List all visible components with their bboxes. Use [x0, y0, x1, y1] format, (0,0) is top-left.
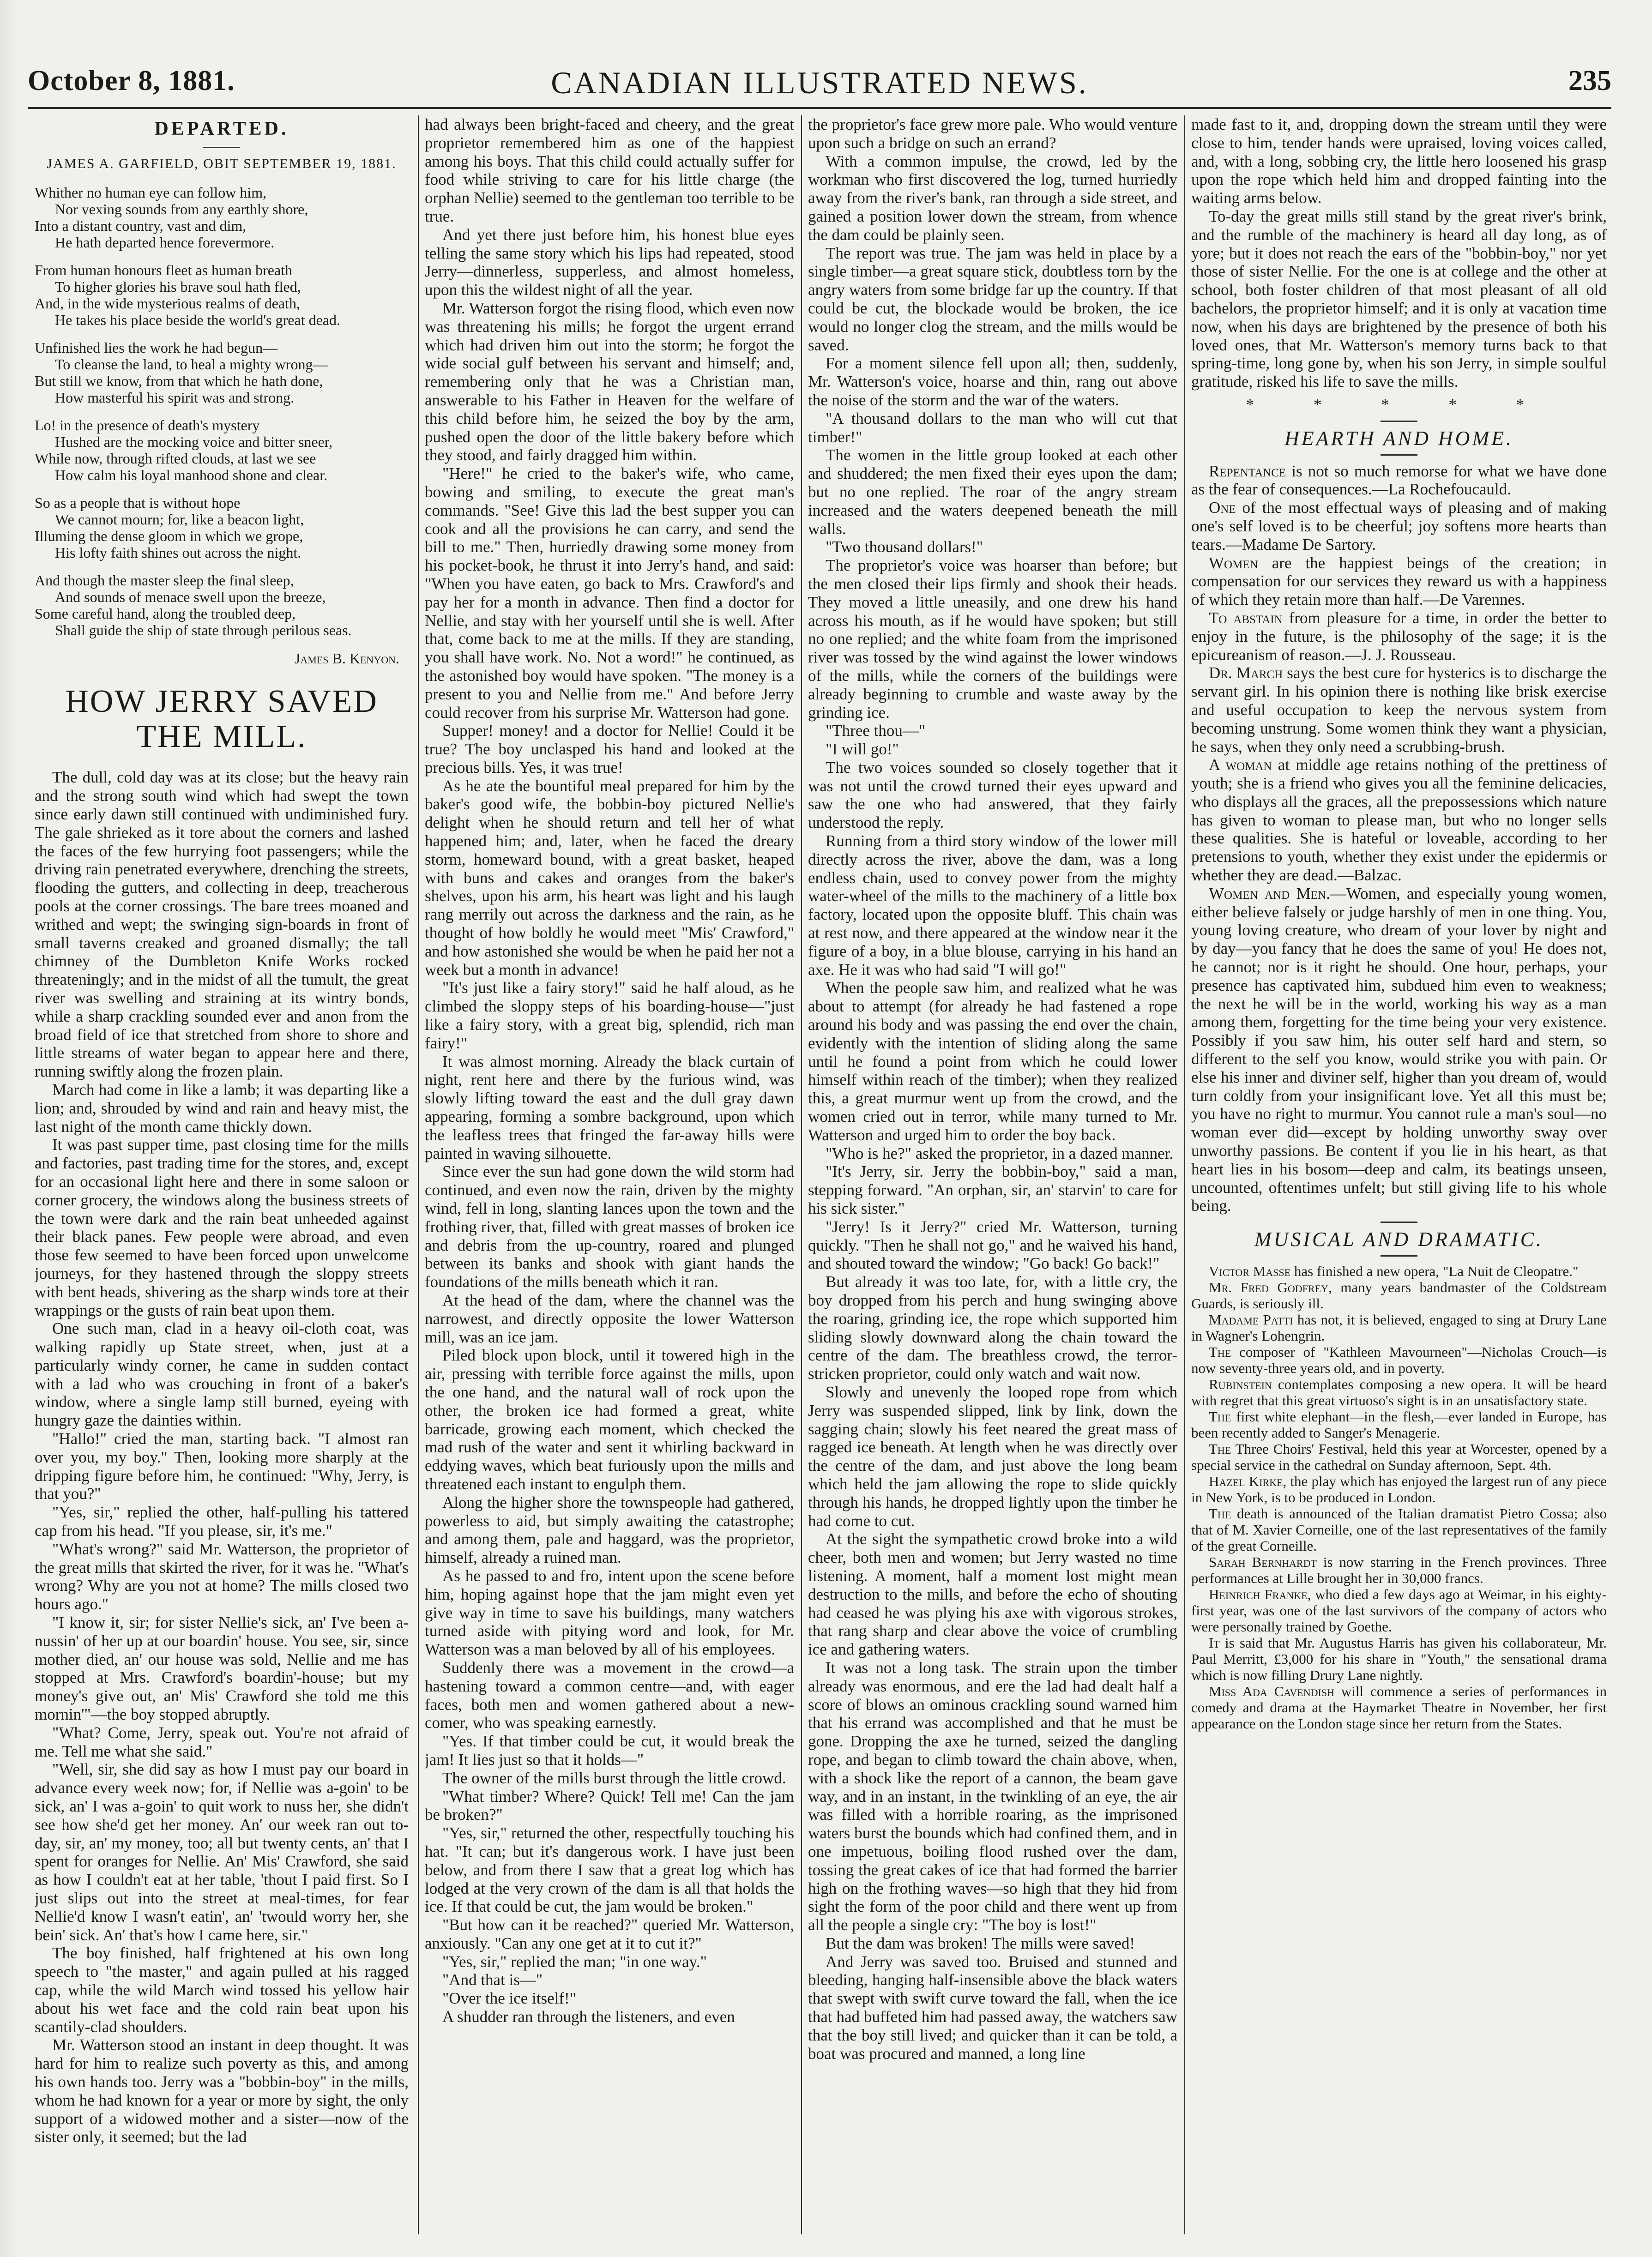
hearth-item: [1191, 462, 1607, 499]
story-paragraph: "Yes, sir," returned the other, respectfully touching his hat. "It can; but it's dangerous work. I have just been below, and from there I saw that a great log which has lodged at the very crown of the dam is all that holds the ice. If that could be cut, the jam would be broken.": [425, 1824, 794, 1916]
hearth-item: [1191, 499, 1607, 554]
story-paragraph: "Over the ice itself!": [442, 1989, 576, 2008]
story-paragraph: "A thousand dollars to the man who will cut that timber!": [808, 409, 1177, 446]
poem-line: His lofty faith shines out across the night.: [55, 544, 301, 561]
musical-item: [1191, 1586, 1607, 1635]
poem-line: To higher glories his brave soul hath fled,: [55, 278, 301, 295]
musical-item: [1191, 1279, 1607, 1312]
story-paragraph: The proprietor's voice was hoarser than before; but the men closed their lips firmly and shook their heads. They moved a little uneasily, and one drew his hand across his mouth, as if he would have spoken; but still no one replied; and the white foam from the imprisoned river was tossed by the wind against the lower windows of the mills, while the corners of the buildings were already beginning to crumble and waste away by the grinding ice.: [808, 556, 1177, 722]
story-paragraph: As he ate the bountiful meal prepared for him by the baker's good wife, the bobbin-boy pictured Nellie's delight when he should return and tell her of what happened him; and, later, when he faced the dreary storm, homeward bound, with a great basket, heaped with buns and cakes and oranges from the baker's shelves, upon his arm, his heart was light and his laugh rang merrily out across the darkness and the rain, as he thought of how boldly he would meet "Mis' Crawford," and how astonished she would be when he paid her not a week but a month in advance!: [425, 776, 794, 979]
hearth-item: [1191, 554, 1607, 609]
story-paragraph: made fast to it, and, dropping down the stream until they were close to him, tender hands were upraised, loving voices called, and, with a long, sobbing cry, the little hero loosened his grasp upon the rope which held him and dropped fainting into the waiting arms below.: [1191, 115, 1607, 207]
hearth-item-lead: Women: [1209, 554, 1258, 572]
musical-item: [1191, 1441, 1607, 1473]
poem-line: Hushed are the mocking voice and bitter sneer,: [55, 433, 333, 450]
musical-item: [1191, 1376, 1607, 1408]
story-paragraph: To-day the great mills still stand by the great river's brink, and the rumble of the machinery is heard all day long, as of yore; but it does not reach the ears of the "bobbin-boy," nor yet those of sister Nellie. For the one is at college and the other at school, both foster children of that most pleasant of all old bachelors, the proprietor himself; and it is only at vacation time now, when his days are brightened by the presence of both his loved ones, that Mr. Watterson's memory turns back to that spring-time, long gone by, when his son Jerry, in simple soulful gratitude, risked his life to save the mills.: [1191, 207, 1607, 391]
hearth-item-lead: Dr. March: [1209, 664, 1283, 682]
story-paragraph: Mr. Watterson stood an instant in deep thought. It was hard for him to realize such poverty as this, and among his own hands too. Jerry was a "bobbin-boy" in the mills, whom he had known for a year or more by sight, the only support of a widowed mother and a sister—now of the sister only, it seemed; but the lad: [35, 2036, 409, 2146]
column-divider: [418, 115, 419, 2234]
story-paragraph: "Three thou—": [826, 722, 926, 740]
column-4: [1191, 115, 1607, 2239]
story-paragraph: "Here!" he cried to the baker's wife, who came, bowing and smiling, to execute the great man's commands. "See! Give this lad the best supper you can cook and all the provisions he can carry, and send the bill to me." Then, hurriedly drawing some money from his pocket-book, he thrust it into Jerry's hand, and said: "When you have eaten, go back to Mrs. Crawford's and pay her for a month in advance. Then find a doctor for Nellie, and stay with her yourself until she is well. After that, come back to me at the mills. If they are standing, you shall have work. No. Not a word!" he continued, as the astonished boy would have spoken. "The money is a present to you and Nellie from me." And before Jerry could recover from his surprise Mr. Watterson had gone.: [425, 464, 794, 722]
musical-item-text: first white elephant—in the flesh,—ever landed in Europe, has been recently added to Sanger's Menagerie.: [1191, 1408, 1607, 1441]
issue-date: October 8, 1881.: [28, 65, 235, 96]
musical-item-lead: The: [1209, 1441, 1231, 1457]
poem-line: Illuming the dense gloom in which we grope,: [35, 527, 303, 544]
poem-line: But still we know, from that which he hath done,: [35, 372, 323, 389]
musical-item-text: is now starring in the French provinces. Three performances at Lille brought her in 30,000 francs.: [1191, 1554, 1607, 1587]
story-paragraph: One such man, clad in a heavy oil-cloth coat, was walking rapidly up State street, when, just at a particularly windy corner, he came in sudden contact with a lad who was crouching in front of a baker's window, where a single lamp still burned, eyeing with hungry gaze the dainties within.: [35, 1319, 409, 1430]
story-paragraph: "I know it, sir; for sister Nellie's sick, an' I've been a-nussin' of her up at our boardin' house. You see, sir, since mother died, an' our house was sold, Nellie and me has stopped at Mrs. Crawford's boardin'-house; but my money's give out, an' Mis' Crawford she told me this mornin'"—the boy stopped abruptly.: [35, 1613, 409, 1724]
story-paragraph: The boy finished, half frightened at his own long speech to "the master," and again pulled at his ragged cap, while the wild March wind tossed his yellow hair about his wet face and the cold rain beat upon his scantily-clad shoulders.: [35, 1944, 409, 2036]
short-rule: [1381, 1255, 1417, 1257]
page-edge-shadow: [0, 0, 18, 2257]
story-paragraph: The report was true. The jam was held in place by a single timber—a great square stick, doubtless torn by the angry waters from some bridge far up the country. If that could be cut, the blockade would be broken, the ice would no longer clog the stream, and the mills would be saved.: [808, 244, 1177, 354]
poem-signature: James B. Kenyon.: [294, 650, 399, 667]
musical-item-lead: It: [1209, 1635, 1220, 1651]
story-paragraph: "It's Jerry, sir. Jerry the bobbin-boy," said a man, stepping forward. "An orphan, sir, an' starvin' to care for his sick sister.": [808, 1162, 1177, 1218]
poem-line: From human honours fleet as human breath: [35, 261, 293, 278]
story-paragraph: But already it was too late, for, with a little cry, the boy dropped from his perch and hung swinging above the roaring, grinding ice, the rope which supported him sliding slowly downward along the chain toward the centre of the dam. The breathless crowd, the terror-stricken proprietor, could only watch and wait now.: [808, 1273, 1177, 1383]
story-paragraph: "Who is he?" asked the proprietor, in a dazed manner.: [826, 1144, 1174, 1162]
story-column-4: [1191, 115, 1607, 391]
story-paragraph: At the head of the dam, where the channel was the narrowest, and directly opposite the lower Watterson mill, was an ice jam.: [425, 1291, 794, 1346]
musical-item-text: will commence a series of performances in comedy and drama at the Haymarket Theatre in November, her first appearance on the London stage since her return from the States.: [1191, 1683, 1607, 1732]
poem-stanza: [35, 494, 409, 561]
story-paragraph: "What's wrong?" said Mr. Watterson, the proprietor of the great mills that skirted the river, for it was he. "What's wrong? Why are you not at home? The mills closed two hours ago.": [35, 1540, 409, 1613]
story-paragraph: "Jerry! Is it Jerry?" cried Mr. Watterson, turning quickly. "Then he shall not go," and he waived his hand, and shouted toward the window; "Go back! Go back!": [808, 1217, 1177, 1273]
musical-item-lead: Rubinstein: [1209, 1376, 1272, 1393]
story-column-2: [425, 115, 794, 2026]
musical-item: [1191, 1408, 1607, 1441]
musical-item: [1191, 1683, 1607, 1732]
musical-item-text: composer of "Kathleen Mavourneen"—Nicholas Crouch—is now seventy-three years old, and in poverty.: [1191, 1344, 1607, 1377]
story-paragraph: "But how can it be reached?" queried Mr. Watterson, anxiously. "Can any one get at it to cut it?": [425, 1916, 794, 1952]
musical-item-lead: Miss Ada Cavendish: [1209, 1683, 1334, 1700]
hearth-item: [1191, 664, 1607, 756]
short-rule: [203, 147, 240, 148]
musical-item-text: has finished a new opera, "La Nuit de Cleopatre.": [1290, 1263, 1579, 1280]
story-paragraph: "What? Come, Jerry, speak out. You're not afraid of me. Tell me what she said.": [35, 1723, 409, 1760]
story-title: HOW JERRY SAVED THE MILL.: [65, 684, 378, 755]
musical-item: [1191, 1312, 1607, 1344]
column-1: [35, 115, 409, 2239]
story-paragraph: "Yes. If that timber could be cut, it would break the jam! It lies just so that it holds—": [425, 1732, 794, 1769]
story-paragraph: March had come in like a lamb; it was departing like a lion; and, shrouded by wind and rain and heavy mist, the last night of the month came thickly down.: [35, 1080, 409, 1136]
story-paragraph: "Yes, sir," replied the man; "in one way.": [442, 1952, 707, 1971]
hearth-item-lead: To abstain: [1209, 608, 1283, 627]
musical-item-text: is said that Mr. Augustus Harris has given his collaborateur, Mr. Paul Merritt, £3,000 for his share in "Youth," the sensational drama which is now filling Drury Lane nightly.: [1191, 1635, 1607, 1684]
musical-item-lead: The: [1209, 1505, 1231, 1522]
musical-item-text: , the play which has enjoyed the largest run of any piece in New York, is to be produced in London.: [1191, 1473, 1607, 1506]
poem-line: And though the master sleep the final sleep,: [35, 572, 294, 589]
short-rule: [1381, 421, 1417, 422]
hearth-item-text: says the best cure for hysterics is to discharge the servant girl. In his opinion there is nothing like brisk exercise and useful occupation to keep the nervous system from becoming unstrung. Some women think they want a physician, he says, when they only need a scrubbing-brush.: [1191, 664, 1607, 756]
poem-line: Into a distant country, vast and dim,: [35, 217, 247, 234]
hearth-item: [1191, 609, 1607, 664]
musical-item-text: Three Choirs' Festival, held this year at Worcester, opened by a special service in the cathedral on Sunday afternoon, Sept. 4th.: [1191, 1441, 1607, 1474]
short-rule: [1381, 454, 1417, 456]
poem-stanza: [35, 339, 409, 406]
story-paragraph: And yet there just before him, his honest blue eyes telling the same story which his lips had repeated, stood Jerry—dinnerless, supperless, and almost homeless, upon this the wildest night of all the year.: [425, 225, 794, 299]
story-paragraph: "And that is—": [442, 1971, 543, 1989]
hearth-item-text: at middle age retains nothing of the prettiness of youth; she is a friend who gives you all the feminine delicacies, who displays all the graces, all the prepossessions which nature has given to woman to please man, but who no longer sells these qualities. She is hateful or loveable, according to her pretensions to youth, whether they exist under the epidermis or whether they are dead.—Balzac.: [1191, 756, 1607, 885]
poem-line: To cleanse the land, to heal a mighty wrong—: [55, 355, 328, 373]
poem-line: Shall guide the ship of state through perilous seas.: [55, 621, 352, 638]
poem-line: And, in the wide mysterious realms of death,: [35, 295, 300, 312]
poem-line: And sounds of menace swell upon the breeze,: [55, 588, 326, 605]
musical-item: [1191, 1635, 1607, 1683]
musical-item-text: death is announced of the Italian dramatist Pietro Cossa; also that of M. Xavier Corneille, one of the last representatives of the family of the great Corneille.: [1191, 1505, 1607, 1554]
story-paragraph: Since ever the sun had gone down the wild storm had continued, and even now the rain, driven by the mighty wind, fell in long, slanting lances upon the town and the frothing river, that, filled with great masses of broken ice and debris from the up-country, roared and plunged between its banks and shook with giant hands the foundations of the mills beneath which it ran.: [425, 1162, 794, 1291]
musical-item-lead: Victor Masse: [1209, 1263, 1291, 1280]
story-paragraph: The two voices sounded so closely together that it was not until the crowd turned their eyes upward and saw the one who had answered, that they fairly understood the reply.: [808, 758, 1177, 832]
poem-line: So as a people that is without hope: [35, 494, 241, 511]
hearth-item-text: of the most effectual ways of pleasing and of making one's self loved is to be cheerful; joy softens more hearts than tears.—Madame De Sartory.: [1191, 499, 1607, 554]
musical-item-lead: Sarah Bernhardt: [1209, 1554, 1317, 1571]
hearth-item: [1191, 885, 1607, 1215]
story-column-1: [35, 768, 409, 2146]
story-paragraph: "Yes, sir," replied the other, half-pulling his tattered cap from his head. "If you please, sir, it's me.": [35, 1503, 409, 1540]
poem-line: Lo! in the presence of death's mystery: [35, 416, 260, 433]
musical-item-text: , who died a few days ago at Weimar, in his eighty-first year, was one of the last survivors of the company of actors who were personally trained by Goethe.: [1191, 1586, 1607, 1635]
story-paragraph: Along the higher shore the townspeople had gathered, powerless to aid, but simply awaiting the catastrophe; and among them, pale and haggard, was the proprietor, himself, already a ruined man.: [425, 1493, 794, 1567]
story-paragraph: Supper! money! and a doctor for Nellie! Could it be true? The boy unclasped his hand and looked at the precious bills. Yes, it was true!: [425, 722, 794, 776]
story-paragraph: "Two thousand dollars!": [826, 538, 983, 556]
musical-item-text: contemplates composing a new opera. It will be heard with regret that this great virtuoso's sight is in an unsatisfactory state.: [1191, 1376, 1607, 1409]
hearth-item: [1191, 756, 1607, 885]
story-paragraph: Slowly and unevenly the looped rope from which Jerry was suspended slipped, link by link, down the sagging chain; slowly his feet neared the great mass of ragged ice beneath. At length when he was directly over the centre of the dam, and just above the long beam which held the jam allowing the rope to slide quickly through his hands, he dropped lightly upon the timber he had come to cut.: [808, 1383, 1177, 1530]
musical-item-lead: The: [1209, 1344, 1231, 1360]
section-stars: * * * * *: [1246, 395, 1552, 414]
masthead-rule: [28, 107, 1611, 109]
poem-stanza: [35, 572, 409, 638]
page-number: 235: [1568, 65, 1611, 96]
poem-line: While now, through rifted clouds, at last we see: [35, 450, 316, 467]
story-paragraph: It was almost morning. Already the black curtain of night, rent here and there by the furious wind, was slowly lifting toward the east and the dull gray dawn appearing, forming a sombre background, upon which the leafless trees that fringed the far-away hills were painted in waving silhouette.: [425, 1052, 794, 1162]
hearth-item-lead: One: [1209, 499, 1236, 517]
musical-item-text: , many years bandmaster of the Coldstream Guards, is seriously ill.: [1191, 1279, 1607, 1312]
story-paragraph: Suddenly there was a movement in the crowd—a hastening toward a common centre—and, with eager faces, both men and women gathered about a new-comer, who was speaking earnestly.: [425, 1658, 794, 1732]
story-paragraph: "What timber? Where? Quick! Tell me! Can the jam be broken?": [425, 1787, 794, 1824]
story-paragraph: The women in the little group looked at each other and shuddered; the men fixed their eyes upon the dam; but no one replied. The roar of the angry stream increased and the waters deepened beneath the mill walls.: [808, 446, 1177, 538]
hearth-item-text: are the happiest beings of the creation; in compensation for our services they reward us with a happiness of which they retain more than half.—De Varennes.: [1191, 554, 1607, 609]
column-divider: [801, 115, 802, 2234]
column-3: [808, 115, 1177, 2239]
story-paragraph: As he passed to and fro, intent upon the scene before him, hoping against hope that the jam might even yet give way in time to save his buildings, many watchers turned aside with pitying word and look, for Mr. Watterson was a man beloved by all of his employees.: [425, 1566, 794, 1659]
hearth-item-text: —Women, and especially young women, either believe falsely or judge harshly of men in one thing. You, young loving creature, who dream of your lover by night and by day—you fancy that he does the same of you! He does not, he cannot; nor is it right he should. One hour, perhaps, your presence has captivated him, subdued him even to weakness; the next he will be in the world, working his way as a man among them, forgetting for the time being your very existence. Possibly if you saw him, his outer self hard and stern, so different to the self you know, would strike you with pain. Or else his inner and diviner self, higher than you dream of, would turn coldly from your insignificant love. Yet all this must be; you have no right to murmur. You cannot rule a man's soul—no woman ever did—except by holding unworthy sway over unworthy passions. Be content if you lie in his heart, as that heart lies in his bosom—deep and calm, its beatings unseen, uncounted, oftentimes unfelt; but still giving life to his whole being.: [1191, 884, 1607, 1215]
story-paragraph: had always been bright-faced and cheery, and the great proprietor remembered him as one of the happiest among his boys. That this child could actually suffer for food while striving to care for his little charge (the orphan Nellie) seemed to the gentleman too terrible to be true.: [425, 115, 794, 225]
story-paragraph: "It's just like a fairy story!" said he half aloud, as he climbed the sloppy steps of his boarding-house—"just like a fairy story, with a great big, splendid, rich man fairy!": [425, 979, 794, 1052]
musical-item: [1191, 1263, 1607, 1279]
story-paragraph: A shudder ran through the listeners, and even: [442, 2008, 735, 2026]
poem-line: Some careful hand, along the troubled deep,: [35, 605, 296, 622]
hearth-item-lead: A woman: [1209, 756, 1272, 774]
poem-stanza: [35, 184, 409, 251]
hearth-heading: HEARTH AND HOME.: [1284, 427, 1513, 450]
musical-item-lead: Hazel Kirke: [1209, 1473, 1283, 1490]
story-column-3: [808, 115, 1177, 2063]
hearth-item-text: is not so much remorse for what we have done as the fear of consequences.—La Rochefoucauld.: [1191, 462, 1607, 499]
hearth-item-lead: Women and Men.: [1209, 884, 1330, 903]
story-paragraph: But the dam was broken! The mills were saved!: [826, 1934, 1135, 1952]
hearth-items: [1191, 462, 1607, 1216]
column-divider: [1184, 115, 1185, 2234]
poem-line: He hath departed hence forevermore.: [55, 234, 275, 251]
poem-line: Whither no human eye can follow him,: [35, 184, 267, 201]
masthead: [28, 55, 1611, 106]
story-paragraph: With a common impulse, the crowd, led by the workman who first discovered the log, turned hurriedly away from the river's bank, ran through a side street, and gained a position lower down the stream, from whence the dam could be plainly seen.: [808, 152, 1177, 244]
poem-line: How masterful his spirit was and strong.: [55, 389, 295, 406]
poem-stanza: [35, 417, 409, 483]
musical-item-lead: Madame Patti: [1209, 1312, 1293, 1328]
musical-item-lead: The: [1209, 1408, 1231, 1425]
story-paragraph: For a moment silence fell upon all; then, suddenly, Mr. Watterson's voice, hoarse and thin, rang out above the noise of the storm and the war of the waters.: [808, 354, 1177, 409]
musical-item: [1191, 1473, 1607, 1505]
story-paragraph: The dull, cold day was at its close; but the heavy rain and the strong south wind which had swept the town since early dawn still continued with undiminished fury. The gale shrieked as it tore about the corners and lashed the faces of the few hurrying foot passengers; while the driving rain penetrated everywhere, drenching the streets, flooding the gutters, and collecting in deep, treacherous pools at the corner crossings. The bare trees moaned and writhed and wept; the swinging sign-boards in front of small taverns creaked and groaned dismally; the tall chimney of the Dumbleton Knife Works rocked threateningly; and in the midst of all the tumult, the great river was swelling and straining at its wintry bonds, while a sharp crackling sounded ever and anon from the broad field of ice that stretched from shore to shore and little streams of water began to appear here and there, running swiftly along the frozen plain.: [35, 768, 409, 1081]
story-paragraph: "I will go!": [826, 740, 899, 758]
story-paragraph: It was past supper time, past closing time for the mills and factories, past trading time for the stores, and, except for an occasional light here and there in some saloon or corner grocery, the windows along the business streets of the town were dark and the rain beat unheeded against their black panes. Few people were abroad, and even those few seemed to have been forced upon unwelcome journeys, for they hastened through the sloppy streets with bent heads, shivering as the sharp winds tore at their wrappings or the gusts of rain beat upon them.: [35, 1136, 409, 1319]
short-rule: [1381, 1222, 1417, 1223]
musical-item-lead: Mr. Fred Godfrey: [1209, 1279, 1328, 1296]
musical-item-text: has not, it is believed, engaged to sing at Drury Lane in Wagner's Lohengrin.: [1191, 1312, 1607, 1344]
musical-item-lead: Heinrich Franke: [1209, 1586, 1308, 1603]
musical-item: [1191, 1554, 1607, 1586]
story-paragraph: It was not a long task. The strain upon the timber already was enormous, and ere the lad had dealt half a score of blows an ominous crackling sound warned him that his errand was accomplished and that he must be gone. Dropping the axe he turned, seized the dangling rope, and began to climb toward the chain above, when, with a shock like the report of a cannon, the beam gave way, and in an instant, in the twinkling of an eye, the air was filled with a horrible roaring, as the imprisoned waters burst the bounds which had confined them, and in one impetuous, boiling flood rushed over the dam, tossing the great cakes of ice that had formed the barrier high on the frothing waves—so high that they hid from sight the form of the poor child and there went up from all the people a single cry: "The boy is lost!": [808, 1658, 1177, 1934]
musical-heading: MUSICAL AND DRAMATIC.: [1254, 1228, 1544, 1251]
hearth-item-lead: Repentance: [1209, 462, 1286, 480]
story-paragraph: Piled block upon block, until it towered high in the air, pressing with terrible force against the mills, upon the one hand, and the natural wall of rock upon the other, the broken ice had formed a great, white barricade, growing each moment, which checked the mad rush of the water and sent it whirling backward in eddying waves, which beat furiously upon the mills and threatened each instant to engulph them.: [425, 1346, 794, 1493]
poem-line: How calm his loyal manhood shone and clear.: [55, 466, 328, 483]
story-paragraph: "Well, sir, she did say as how I must pay our board in advance every week now; for, if Nellie was a-goin' to be sick, an' I was a-goin' to quit work to nuss her, she didn't see how she'd get her money. An' our week ran out to-day, sir, an' my money, too; all but twenty cents, an' that I spent for oranges for Nellie. An' Mis' Crawford, she said as how I couldn't eat at her table, 'thout I paid first. So I just slips out into the street at meal-times, for fear Nellie'd know I wasn't eatin', an' 'twould worry her, she bein' sick. An' that's how I came here, sir.": [35, 1760, 409, 1944]
story-paragraph: Mr. Watterson forgot the rising flood, which even now was threatening his mills; he forgot the urgent errand which had driven him out into the storm; he forgot the wide social gulf between his servant and himself; and, remembering only that he was a Christian man, answerable to his Father in Heaven for the welfare of this child before him, he seized the boy by the arm, pushed open the door of the little bakery before which they stood, and fairly dragged him within.: [425, 299, 794, 464]
poem-line: We cannot mourn; for, like a beacon light,: [55, 511, 304, 528]
story-paragraph: The owner of the mills burst through the little crowd.: [442, 1769, 786, 1787]
poem-line: Nor vexing sounds from any earthly shore,: [55, 200, 308, 217]
column-2: [425, 115, 794, 2239]
story-paragraph: the proprietor's face grew more pale. Who would venture upon such a bridge on such an errand?: [808, 115, 1177, 152]
story-paragraph: When the people saw him, and realized what he was about to attempt (for already he had fastened a rope around his body and was passing the end over the chain, evidently with the intention of sliding along the same until he found a point from which he could lower himself within reach of the timber); when they realized this, a great murmur went up from the crowd, and the women cried out in terror, while many turned to Mr. Watterson and urged him to order the boy back.: [808, 979, 1177, 1144]
poem-line: He takes his place beside the world's great dead.: [55, 311, 340, 328]
departed-dateline: JAMES A. GARFIELD, OBIT SEPTEMBER 19, 1881.: [47, 156, 397, 171]
story-paragraph: "Hallo!" cried the man, starting back. "I almost ran over you, my boy." Then, looking more sharply at the dripping figure before him, he continued: "Why, Jerry, is that you?": [35, 1430, 409, 1503]
story-paragraph: Running from a third story window of the lower mill directly across the river, above the dam, was a long endless chain, used to convey power from the mighty water-wheel of the mills to the machinery of a little box factory, located upon the opposite bluff. This chain was at rest now, and there appeared at the window near it the figure of a boy, in a blue blouse, carrying in his hand an axe. He it was who had said "I will go!": [808, 832, 1177, 979]
poem-stanza: [35, 262, 409, 328]
musical-items: [1191, 1263, 1607, 1732]
newspaper-title: CANADIAN ILLUSTRATED NEWS.: [551, 65, 1088, 100]
musical-item: [1191, 1505, 1607, 1554]
departed-poem: [35, 184, 409, 638]
departed-heading: DEPARTED.: [154, 118, 289, 139]
musical-item: [1191, 1344, 1607, 1376]
hearth-item-text: from pleasure for a time, in order the better to enjoy in the future, is the philosophy of the sage; it is the epicureanism of reason.—J. J. Rousseau.: [1191, 608, 1607, 664]
story-paragraph: And Jerry was saved too. Bruised and stunned and bleeding, hanging half-insensible above the black waters that swept with swift curve toward the fall, when the ice that had buffeted him had passed away, the watchers saw that the boy still lived; and quicker than it can be told, a boat was procured and manned, a long line: [808, 1952, 1177, 2063]
poem-line: Unfinished lies the work he had begun—: [35, 339, 278, 356]
story-paragraph: At the sight the sympathetic crowd broke into a wild cheer, both men and women; but Jerry wasted no time listening. A moment, half a moment lost might mean destruction to the mills, and before the echo of shouting had ceased he was plying his axe with vigorous strokes, that rang sharp and clear above the voice of crumbling ice and gathering waters.: [808, 1530, 1177, 1659]
